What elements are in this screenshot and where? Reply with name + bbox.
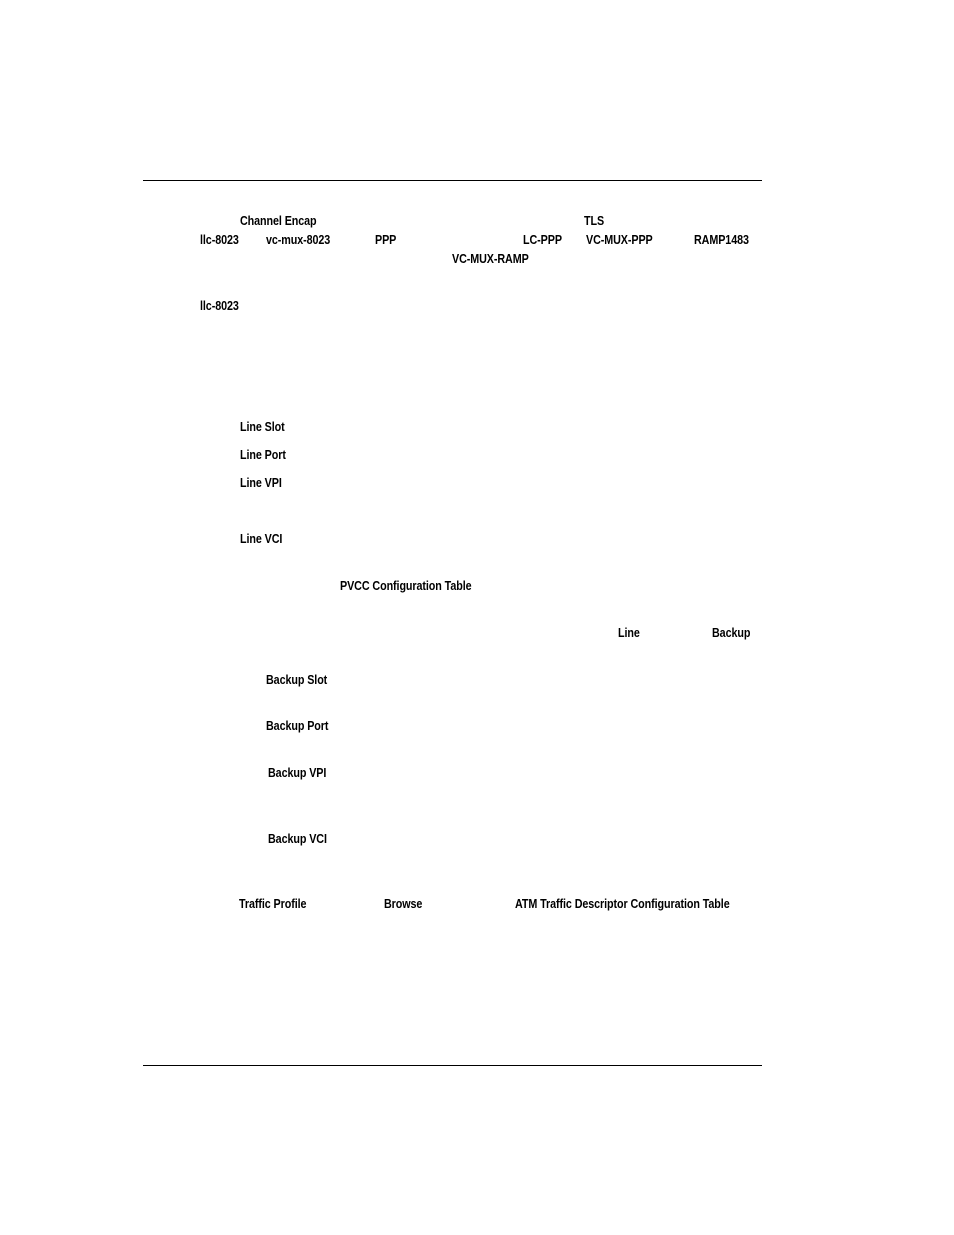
line-label: Line [618,626,640,640]
browse-button-reference: Browse [384,897,423,911]
encap-option-vc-mux-8023: vc-mux-8023 [266,233,331,247]
backup-label: Backup [712,626,751,640]
line-vci-label: Line VCI [240,532,283,546]
line-slot-label: Line Slot [240,420,285,434]
line-port-label: Line Port [240,448,286,462]
channel-encap-label: Channel Encap [240,214,317,228]
encap-option-ppp: PPP [375,233,397,247]
encap-option-llc-8023: llc-8023 [200,233,239,247]
backup-port-label: Backup Port [266,719,329,733]
pvcc-table-reference: PVCC Configuration Table [340,579,472,593]
bottom-rule [143,1065,762,1066]
backup-vci-label: Backup VCI [268,832,327,846]
traffic-profile-label: Traffic Profile [239,897,307,911]
encap-option-ramp1483: RAMP1483 [694,233,749,247]
encap-option-vc-mux-ppp: VC-MUX-PPP [586,233,653,247]
line-vpi-label: Line VPI [240,476,282,490]
backup-vpi-label: Backup VPI [268,766,327,780]
encap-option-lc-ppp: LC-PPP [523,233,562,247]
tls-label: TLS [584,214,605,228]
encap-option-vc-mux-ramp: VC-MUX-RAMP [452,252,529,266]
atm-traffic-table-reference: ATM Traffic Descriptor Configuration Table [515,897,730,911]
top-rule [143,180,762,181]
backup-slot-label: Backup Slot [266,673,328,687]
encap-default-value: llc-8023 [200,299,239,313]
